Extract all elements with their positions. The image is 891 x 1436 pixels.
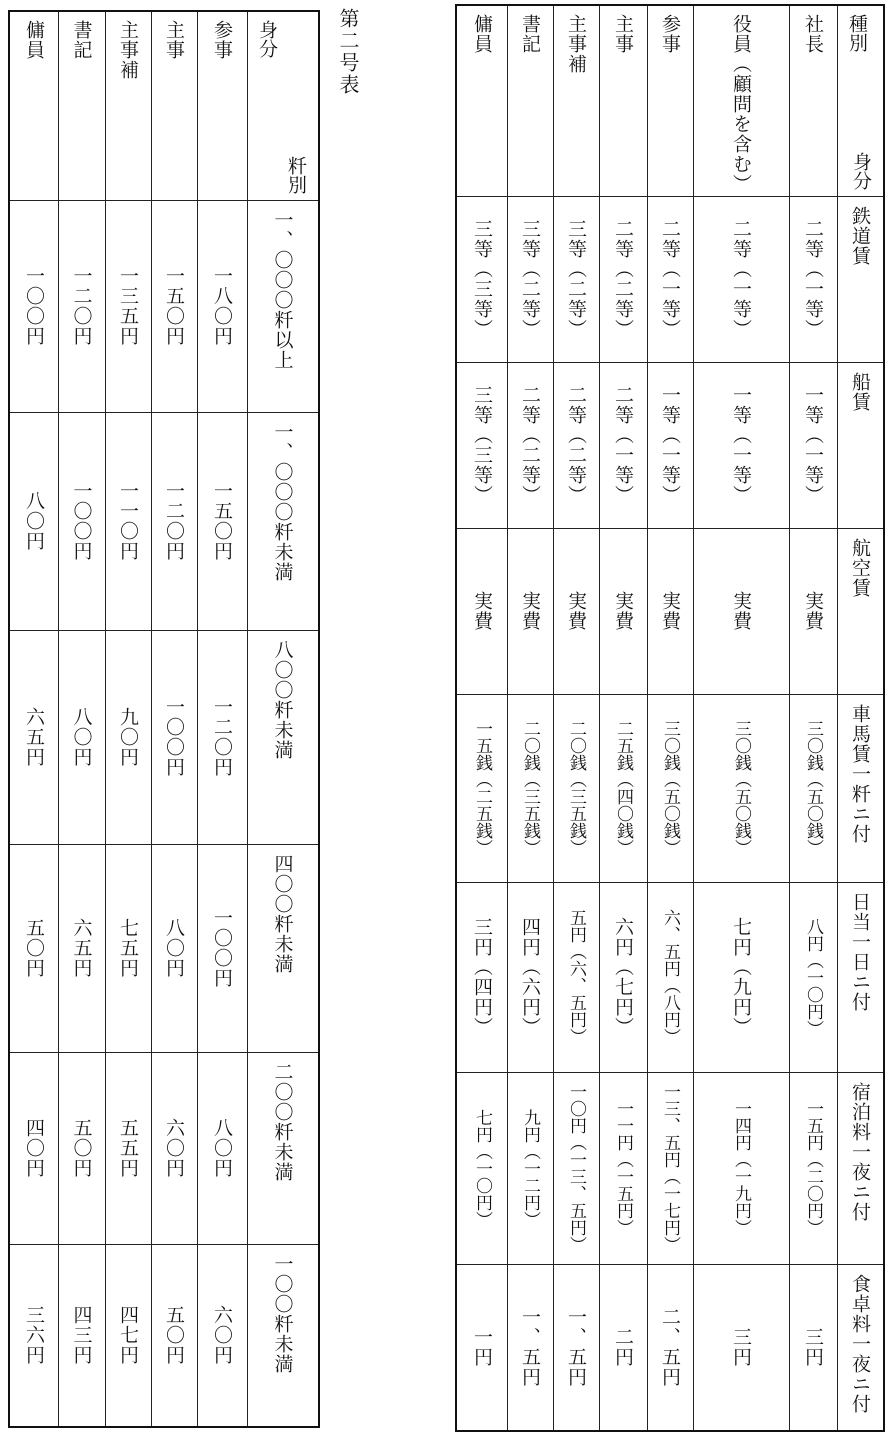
- table-cell: [647, 528, 693, 694]
- table-cell: [10, 844, 58, 1052]
- table-cell: [553, 1072, 599, 1264]
- cell-value: 一、五円: [519, 1307, 541, 1387]
- cell-value: 三等（二等）: [565, 219, 587, 339]
- row-header: [837, 1072, 883, 1264]
- table-cell: [457, 1264, 507, 1430]
- table-cell: [151, 1244, 197, 1426]
- cell-value: 七五円: [117, 918, 139, 978]
- table-cell: [553, 882, 599, 1072]
- role-header: [151, 12, 197, 200]
- table-cell: [647, 1264, 693, 1430]
- cell-value: 三〇銭（五〇銭）: [660, 720, 680, 856]
- row-header: [247, 1052, 318, 1244]
- table-cell: [58, 1244, 105, 1426]
- cell-value: 三等（二等）: [519, 219, 541, 339]
- row-header: [837, 882, 883, 1072]
- cell-value: 一五〇円: [211, 481, 233, 561]
- table-cell: [151, 630, 197, 844]
- table-cell: [789, 528, 837, 694]
- table-cell: [553, 1264, 599, 1430]
- table-cell: [599, 694, 647, 882]
- cell-value: 五五円: [117, 1118, 139, 1178]
- cell-value: 実費: [612, 591, 634, 631]
- table-cell: [789, 196, 837, 362]
- cell-value: 八〇円: [70, 707, 93, 767]
- table-cell: [693, 882, 789, 1072]
- table-cell: [151, 1052, 197, 1244]
- table-cell: [457, 528, 507, 694]
- table-cell: [647, 1072, 693, 1264]
- row-header: [837, 362, 883, 528]
- right-expense-table: [455, 4, 885, 1432]
- cell-value: 二等（二等）: [519, 385, 541, 505]
- cell-value: 二等（一等）: [612, 385, 634, 505]
- table-cell: [693, 362, 789, 528]
- cell-value: 二等（一等）: [730, 219, 752, 339]
- cell-value: 六五円: [23, 707, 45, 767]
- table-cell: [151, 844, 197, 1052]
- table-cell: [457, 196, 507, 362]
- table-cell: [507, 1072, 553, 1264]
- table-cell: [599, 528, 647, 694]
- cell-value: 八〇円: [163, 918, 185, 978]
- role-label: 参事: [659, 14, 681, 54]
- cell-value: 六円（七円）: [612, 917, 634, 1037]
- table-cell: [647, 362, 693, 528]
- table-cell: [507, 196, 553, 362]
- table-cell: [105, 200, 151, 412]
- row-header-label: 食卓料一夜ニ付: [849, 1274, 871, 1414]
- corner-top-label: 種別: [846, 14, 868, 52]
- role-header: [789, 6, 837, 196]
- table-cell: [553, 362, 599, 528]
- row-header: [247, 844, 318, 1052]
- cell-value: 一等（一等）: [802, 385, 824, 505]
- table-cell: [693, 196, 789, 362]
- table-cell: [151, 412, 197, 630]
- cell-value: 一等（一等）: [730, 385, 752, 505]
- role-header: [693, 6, 789, 196]
- role-label: 傭員: [471, 14, 493, 54]
- table-cell: [457, 694, 507, 882]
- cell-value: 八〇円: [211, 1118, 233, 1178]
- row-header-label: 八〇〇粁未満: [271, 640, 294, 760]
- table-cell: [507, 528, 553, 694]
- cell-value: 九円（一二円）: [520, 1108, 540, 1228]
- left-allowance-table: [8, 10, 320, 1428]
- table-cell: [693, 1072, 789, 1264]
- row-header: [837, 196, 883, 362]
- table-cell: [789, 1264, 837, 1430]
- table-cell: [789, 694, 837, 882]
- cell-value: 一二〇円: [163, 481, 185, 561]
- role-label: 書記: [519, 14, 541, 54]
- role-label: 社長: [802, 14, 824, 54]
- table-cell: [599, 196, 647, 362]
- cell-value: 一五〇円: [163, 266, 185, 346]
- cell-value: 四円（六円）: [519, 917, 541, 1037]
- table-cell: [553, 694, 599, 882]
- cell-value: 六〇円: [163, 1118, 185, 1178]
- cell-value: 八円（一〇円）: [803, 917, 823, 1037]
- table-cell: [789, 362, 837, 528]
- cell-value: 一三、五円（一七円）: [660, 1083, 680, 1253]
- role-label: 主事: [163, 20, 185, 60]
- cell-value: 二等（一等）: [802, 219, 824, 339]
- cell-value: 三円（四円）: [471, 917, 493, 1037]
- row-header-label: 四〇〇粁未満: [271, 854, 294, 974]
- corner-top-label: 身分: [256, 20, 278, 58]
- table-cell: [789, 1072, 837, 1264]
- cell-value: 七円（九円）: [730, 917, 752, 1037]
- cell-value: 一〇円（一三、五円）: [566, 1083, 586, 1253]
- row-header-label: 一、〇〇〇粁以上: [271, 210, 294, 370]
- cell-value: 五〇円: [23, 918, 45, 978]
- role-label: 参事: [211, 20, 233, 60]
- cell-value: 二〇銭（三五銭）: [520, 720, 540, 856]
- cell-value: 一〇〇円: [211, 908, 233, 988]
- table-cell: [599, 1072, 647, 1264]
- table-cell: [457, 362, 507, 528]
- cell-value: 七円（一〇円）: [472, 1108, 492, 1228]
- role-header: [599, 6, 647, 196]
- cell-value: 二五銭（四〇銭）: [613, 720, 633, 856]
- row-header-label: 航空賃: [849, 538, 871, 598]
- cell-value: 三〇銭（五〇銭）: [803, 720, 823, 856]
- table-cell: [457, 882, 507, 1072]
- table-cell: [58, 844, 105, 1052]
- cell-value: 五〇円: [70, 1118, 93, 1178]
- cell-value: 六、五円（八円）: [660, 909, 680, 1045]
- table-cell: [10, 200, 58, 412]
- cell-value: 四三円: [70, 1305, 93, 1365]
- table-cell: [693, 528, 789, 694]
- table-cell: [197, 844, 247, 1052]
- cell-value: 実費: [471, 591, 493, 631]
- cell-value: 一八〇円: [211, 266, 233, 346]
- table-cell: [197, 200, 247, 412]
- cell-value: 一〇〇円: [70, 481, 93, 561]
- cell-value: 実費: [519, 591, 541, 631]
- cell-value: 一〇〇円: [23, 266, 45, 346]
- row-header-label: 車馬賃一粁ニ付: [849, 704, 871, 844]
- role-header: [10, 12, 58, 200]
- role-header: [507, 6, 553, 196]
- role-label: 役員（顧問を含む）: [730, 14, 752, 194]
- table-cell: [10, 1052, 58, 1244]
- table-cell: [151, 200, 197, 412]
- row-header: [247, 412, 318, 630]
- cell-value: 二等（二等）: [612, 219, 634, 339]
- cell-value: 二〇銭（三五銭）: [566, 720, 586, 856]
- role-header: [58, 12, 105, 200]
- cell-value: 四〇円: [23, 1118, 45, 1178]
- table-cell: [789, 882, 837, 1072]
- table-cell: [58, 200, 105, 412]
- corner-header: [247, 12, 318, 200]
- row-header-label: 船賃: [849, 372, 871, 412]
- cell-value: 三円: [730, 1327, 752, 1367]
- row-header: [837, 1264, 883, 1430]
- cell-value: 一三五円: [117, 266, 139, 346]
- row-header: [247, 1244, 318, 1426]
- cell-value: 三円: [802, 1327, 824, 1367]
- corner-bottom-label: 粁別: [285, 156, 307, 194]
- cell-value: 六五円: [70, 918, 93, 978]
- cell-value: 一一〇円: [117, 481, 139, 561]
- table-cell: [105, 412, 151, 630]
- table-cell: [58, 412, 105, 630]
- table-cell: [507, 1264, 553, 1430]
- cell-value: 実費: [802, 591, 824, 631]
- table-cell: [457, 1072, 507, 1264]
- table-cell: [599, 1264, 647, 1430]
- table-cell: [553, 528, 599, 694]
- role-header: [197, 12, 247, 200]
- cell-value: 三等（三等）: [471, 385, 493, 505]
- row-header: [247, 200, 318, 412]
- cell-value: 二、五円: [659, 1307, 681, 1387]
- table-cell: [647, 196, 693, 362]
- role-label: 主事補: [117, 20, 139, 80]
- role-label: 書記: [70, 20, 93, 60]
- table-cell: [197, 630, 247, 844]
- row-header: [837, 528, 883, 694]
- cell-value: 四七円: [117, 1305, 139, 1365]
- cell-value: 六〇円: [211, 1305, 233, 1365]
- cell-value: 三等（三等）: [471, 219, 493, 339]
- table-cell: [10, 1244, 58, 1426]
- cell-value: 二円: [612, 1327, 634, 1367]
- corner-bottom-label: 身分: [850, 152, 872, 190]
- table-cell: [58, 1052, 105, 1244]
- table-cell: [197, 412, 247, 630]
- table-cell: [105, 1052, 151, 1244]
- cell-value: 一等（一等）: [659, 385, 681, 505]
- role-label: 傭員: [23, 20, 45, 60]
- row-header: [837, 694, 883, 882]
- cell-value: 五〇円: [163, 1305, 185, 1365]
- row-header-label: 一、〇〇〇粁未満: [271, 422, 294, 582]
- table-cell: [197, 1244, 247, 1426]
- table-cell: [553, 196, 599, 362]
- table-cell: [599, 362, 647, 528]
- cell-value: 二等（一等）: [659, 219, 681, 339]
- cell-value: 実費: [659, 591, 681, 631]
- role-header: [553, 6, 599, 196]
- cell-value: 一四円（一九円）: [731, 1100, 751, 1236]
- table-cell: [507, 694, 553, 882]
- row-header-label: 鉄道賃: [849, 206, 871, 266]
- cell-value: 三六円: [23, 1305, 45, 1365]
- cell-value: 一五銭（二五銭）: [472, 720, 492, 856]
- row-header-label: 日当一日ニ付: [849, 892, 871, 1012]
- row-header: [247, 630, 318, 844]
- cell-value: 一円: [471, 1327, 493, 1367]
- row-header-label: 一〇〇粁未満: [271, 1254, 294, 1374]
- cell-value: 九〇円: [117, 707, 139, 767]
- table-cell: [647, 882, 693, 1072]
- table-cell: [105, 844, 151, 1052]
- cell-value: 五円（六、五円）: [566, 909, 586, 1045]
- table-cell: [10, 630, 58, 844]
- row-header-label: 二〇〇粁未満: [271, 1062, 294, 1182]
- table-cell: [647, 694, 693, 882]
- table-cell: [10, 412, 58, 630]
- table-cell: [599, 882, 647, 1072]
- cell-value: 三〇銭（五〇銭）: [731, 720, 751, 856]
- cell-value: 一、五円: [565, 1307, 587, 1387]
- role-header: [457, 6, 507, 196]
- cell-value: 一二〇円: [70, 266, 93, 346]
- table-cell: [105, 630, 151, 844]
- table-title: 第二号表: [336, 8, 360, 96]
- table-cell: [58, 630, 105, 844]
- table-cell: [507, 882, 553, 1072]
- role-header: [105, 12, 151, 200]
- table-cell: [507, 362, 553, 528]
- table-cell: [693, 1264, 789, 1430]
- table-cell: [105, 1244, 151, 1426]
- cell-value: 二等（二等）: [565, 385, 587, 505]
- row-header-label: 宿泊料一夜ニ付: [849, 1082, 871, 1222]
- role-label: 主事補: [565, 14, 587, 74]
- table-cell: [197, 1052, 247, 1244]
- cell-value: 実費: [565, 591, 587, 631]
- cell-value: 実費: [730, 591, 752, 631]
- cell-value: 一〇〇円: [163, 697, 185, 777]
- cell-value: 一一円（一五円）: [613, 1100, 633, 1236]
- cell-value: 一二〇円: [211, 697, 233, 777]
- corner-header: [837, 6, 883, 196]
- cell-value: 八〇円: [23, 491, 45, 551]
- cell-value: 一五円（二〇円）: [803, 1100, 823, 1236]
- table-cell: [693, 694, 789, 882]
- role-header: [647, 6, 693, 196]
- role-label: 主事: [612, 14, 634, 54]
